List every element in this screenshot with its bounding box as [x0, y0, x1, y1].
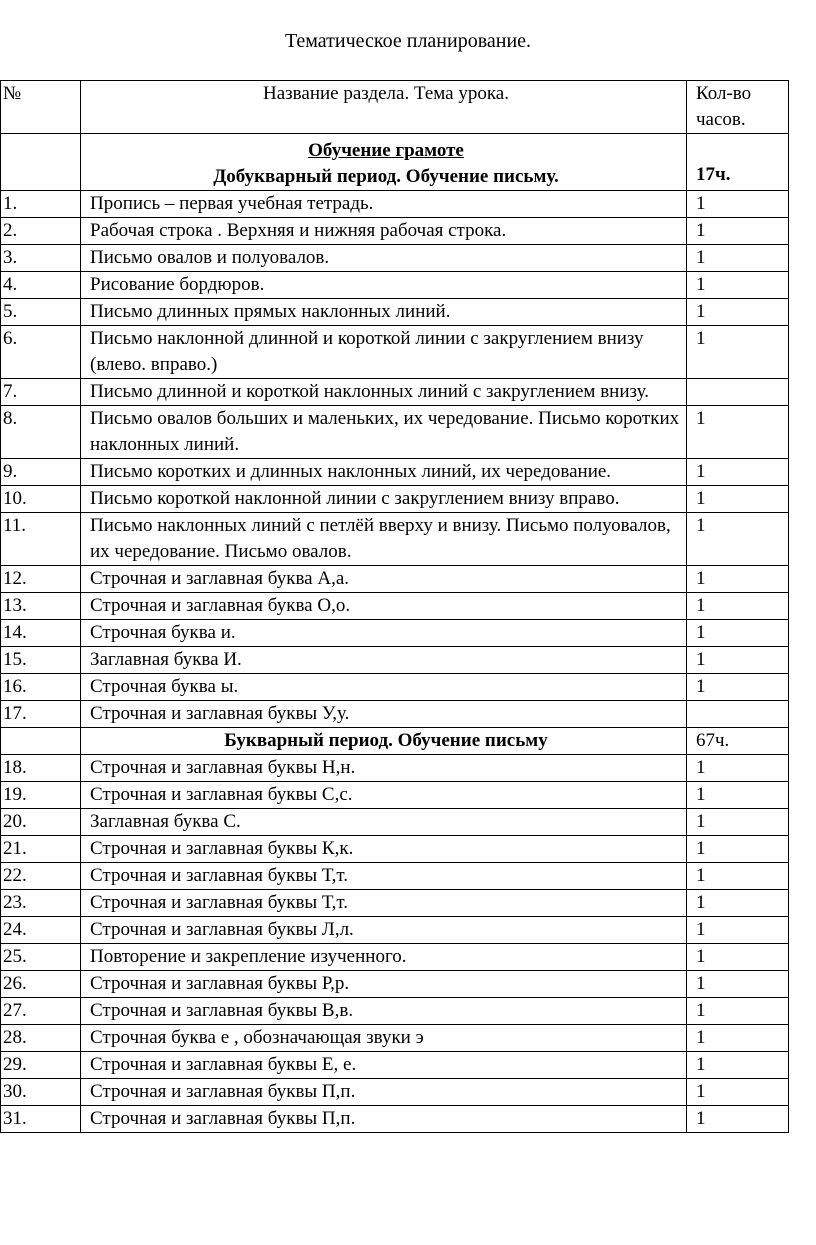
table-row [1, 218, 789, 245]
lesson-hours: 1 [687, 245, 789, 272]
lesson-hours: 1 [687, 513, 789, 566]
lesson-num: 13. [1, 593, 81, 620]
table-row [1, 245, 789, 272]
table-row [1, 1052, 789, 1079]
table-row [1, 998, 789, 1025]
lesson-hours: 1 [687, 674, 789, 701]
lesson-topic: Рисование бордюров. [81, 272, 687, 299]
lesson-topic: Повторение и закрепление изученного. [81, 944, 687, 971]
planning-table-body [1, 81, 789, 1133]
lesson-topic: Строчная и заглавная буквы В,в. [81, 998, 687, 1025]
lesson-topic: Строчная и заглавная буквы К,к. [81, 836, 687, 863]
lesson-hours: 1 [687, 836, 789, 863]
lesson-num: 11. [1, 513, 81, 566]
section-num-cell [1, 134, 81, 191]
lesson-hours: 1 [687, 593, 789, 620]
table-row [1, 406, 789, 459]
lesson-hours: 1 [687, 620, 789, 647]
lesson-num: 6. [1, 326, 81, 379]
lesson-num: 15. [1, 647, 81, 674]
lesson-num: 18. [1, 755, 81, 782]
lesson-num: 20. [1, 809, 81, 836]
table-row [1, 1079, 789, 1106]
lesson-topic: Строчная и заглавная буквы Н,н. [81, 755, 687, 782]
lesson-hours: 1 [687, 326, 789, 379]
lesson-topic: Строчная и заглавная буквы П,п. [81, 1106, 687, 1133]
lesson-hours [687, 701, 789, 728]
lesson-topic: Письмо наклонной длинной и короткой линии с закруглением внизу (влево. вправо.) [81, 326, 687, 379]
lesson-hours: 1 [687, 863, 789, 890]
lesson-num: 10. [1, 486, 81, 513]
lesson-hours: 1 [687, 782, 789, 809]
lesson-topic: Письмо длинных прямых наклонных линий. [81, 299, 687, 326]
lesson-num: 12. [1, 566, 81, 593]
lesson-num: 26. [1, 971, 81, 998]
table-row [1, 674, 789, 701]
lesson-num: 9. [1, 459, 81, 486]
table-row [1, 486, 789, 513]
table-row [1, 326, 789, 379]
table-row [1, 755, 789, 782]
table-row [1, 782, 789, 809]
lesson-num: 1. [1, 191, 81, 218]
lesson-hours: 1 [687, 1052, 789, 1079]
section-num-cell [1, 728, 81, 755]
table-row [1, 620, 789, 647]
lesson-num: 29. [1, 1052, 81, 1079]
section-title: Обучение грамоте [308, 140, 464, 161]
table-row [1, 809, 789, 836]
lesson-topic: Заглавная буква С. [81, 809, 687, 836]
lesson-hours [687, 379, 789, 406]
lesson-topic: Пропись – первая учебная тетрадь. [81, 191, 687, 218]
lesson-num: 16. [1, 674, 81, 701]
header-topic: Название раздела. Тема урока. [81, 81, 687, 134]
table-row [1, 299, 789, 326]
lesson-hours: 1 [687, 406, 789, 459]
lesson-hours: 1 [687, 809, 789, 836]
section-row-primer-period [1, 728, 789, 755]
table-row [1, 272, 789, 299]
lesson-num: 24. [1, 917, 81, 944]
header-hours-line2: часов. [696, 109, 746, 130]
table-row [1, 379, 789, 406]
planning-table [0, 80, 789, 1133]
lesson-topic: Письмо овалов больших и маленьких, их чередование. Письмо коротких наклонных линий. [81, 406, 687, 459]
lesson-num: 17. [1, 701, 81, 728]
lesson-num: 31. [1, 1106, 81, 1133]
lesson-topic: Строчная и заглавная буквы Т,т. [81, 890, 687, 917]
lesson-num: 8. [1, 406, 81, 459]
table-row [1, 701, 789, 728]
lesson-num: 23. [1, 890, 81, 917]
lesson-hours: 1 [687, 1079, 789, 1106]
section-title: Букварный период. Обучение письму [81, 728, 687, 755]
lesson-topic: Строчная буква е , обозначающая звуки э [81, 1025, 687, 1052]
table-row [1, 971, 789, 998]
header-num: № [1, 81, 81, 134]
lesson-hours: 1 [687, 890, 789, 917]
table-row [1, 863, 789, 890]
lesson-hours: 1 [687, 998, 789, 1025]
lesson-topic: Письмо короткой наклонной линии с закруглением внизу вправо. [81, 486, 687, 513]
lesson-topic: Письмо наклонных линий с петлёй вверху и внизу. Письмо полуовалов, их чередование. Письмо овалов. [81, 513, 687, 566]
section-row-primer-prep [1, 134, 789, 191]
lesson-hours: 1 [687, 272, 789, 299]
lesson-topic: Строчная и заглавная буквы Т,т. [81, 863, 687, 890]
lesson-hours: 1 [687, 647, 789, 674]
header-hours [687, 81, 789, 134]
section-hours: 17ч. [687, 134, 789, 191]
lesson-topic: Строчная и заглавная буква А,а. [81, 566, 687, 593]
section-hours: 67ч. [687, 728, 789, 755]
lesson-num: 5. [1, 299, 81, 326]
lesson-num: 7. [1, 379, 81, 406]
lesson-topic: Строчная и заглавная буквы Е, е. [81, 1052, 687, 1079]
lesson-topic: Заглавная буква И. [81, 647, 687, 674]
lesson-topic: Рабочая строка . Верхняя и нижняя рабочая строка. [81, 218, 687, 245]
table-row [1, 890, 789, 917]
lesson-hours: 1 [687, 917, 789, 944]
table-row [1, 917, 789, 944]
table-row [1, 459, 789, 486]
lesson-topic: Строчная буква ы. [81, 674, 687, 701]
table-row [1, 191, 789, 218]
lesson-hours: 1 [687, 459, 789, 486]
table-row [1, 836, 789, 863]
lesson-topic: Строчная и заглавная буквы П,п. [81, 1079, 687, 1106]
lesson-num: 27. [1, 998, 81, 1025]
table-row [1, 593, 789, 620]
lesson-num: 2. [1, 218, 81, 245]
lesson-topic: Строчная и заглавная буква О,о. [81, 593, 687, 620]
lesson-topic: Письмо длинной и короткой наклонных линий с закруглением внизу. [81, 379, 687, 406]
table-row [1, 647, 789, 674]
lesson-hours: 1 [687, 191, 789, 218]
table-row [1, 1025, 789, 1052]
lesson-topic: Письмо коротких и длинных наклонных линий, их чередование. [81, 459, 687, 486]
lesson-hours: 1 [687, 1025, 789, 1052]
table-header-row [1, 81, 789, 134]
lesson-num: 28. [1, 1025, 81, 1052]
table-row [1, 1106, 789, 1133]
lesson-hours: 1 [687, 299, 789, 326]
lesson-num: 14. [1, 620, 81, 647]
section-subtitle: Добукварный период. Обучение письму. [213, 166, 559, 187]
lesson-topic: Строчная и заглавная буквы Р,р. [81, 971, 687, 998]
table-row [1, 566, 789, 593]
lesson-num: 4. [1, 272, 81, 299]
page-title: Тематическое планирование. [284, 30, 532, 52]
lesson-num: 19. [1, 782, 81, 809]
table-row [1, 944, 789, 971]
lesson-hours: 1 [687, 218, 789, 245]
lesson-hours: 1 [687, 1106, 789, 1133]
lesson-hours: 1 [687, 486, 789, 513]
lesson-num: 3. [1, 245, 81, 272]
section-title-cell [81, 134, 687, 191]
lesson-num: 22. [1, 863, 81, 890]
lesson-hours: 1 [687, 944, 789, 971]
lesson-topic: Письмо овалов и полуовалов. [81, 245, 687, 272]
lesson-topic: Строчная и заглавная буквы У,у. [81, 701, 687, 728]
lesson-num: 30. [1, 1079, 81, 1106]
lesson-topic: Строчная буква и. [81, 620, 687, 647]
lesson-topic: Строчная и заглавная буквы Л,л. [81, 917, 687, 944]
lesson-num: 21. [1, 836, 81, 863]
lesson-hours: 1 [687, 566, 789, 593]
lesson-topic: Строчная и заглавная буквы С,с. [81, 782, 687, 809]
header-hours-line1: Кол-во [696, 83, 752, 104]
lesson-hours: 1 [687, 755, 789, 782]
lesson-hours: 1 [687, 971, 789, 998]
lesson-num: 25. [1, 944, 81, 971]
table-row [1, 513, 789, 566]
